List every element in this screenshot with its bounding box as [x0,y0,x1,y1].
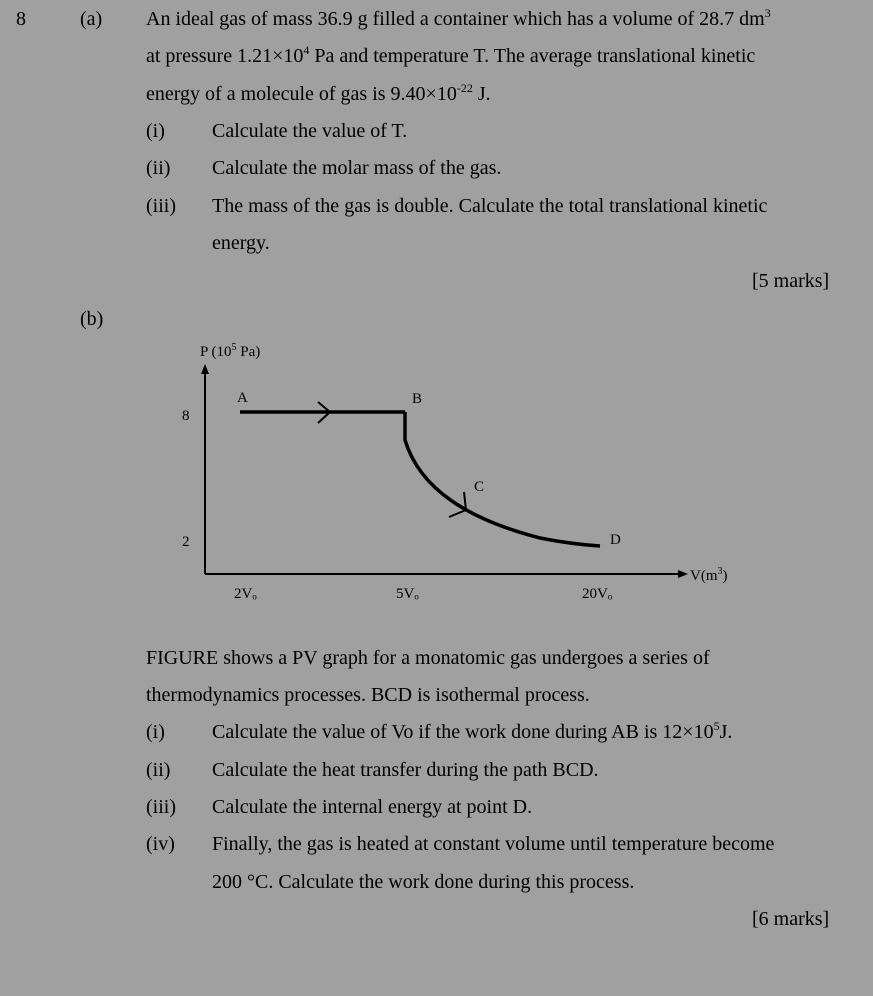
part-b-item-text: Finally, the gas is heated at constant volume until temperature become [212,833,775,855]
point-label-c: C [474,479,485,495]
x-tick-label: 20Vₒ [582,586,613,602]
part-b-marks: [6 marks] [752,908,830,930]
part-b-item-cont: 200 °C. Calculate the work done during this process. [212,871,635,893]
part-b-label: (b) [80,308,104,330]
path-bcd [405,412,600,546]
part-a-item-text: Calculate the molar mass of the gas. [212,157,502,179]
y-axis-arrow [201,364,209,374]
x-axis-label: $V(m^3)$ [690,566,728,584]
point-label-d: D [610,532,621,548]
part-b-item-num: (iii) [146,796,176,818]
part-b-item-text: Calculate the heat transfer during the path BCD. [212,759,599,781]
part-a-item-num: (iii) [146,195,176,217]
part-b-para-line2: thermodynamics processes. BCD is isothermal process. [146,684,590,706]
part-a-item-num: (ii) [146,157,171,179]
part-a-item-cont: energy. [212,232,270,254]
part-a-label: (a) [80,8,103,30]
part-b-item-text: Calculate the value of Vo if the work done during AB is $12\times 10^5J$. [212,719,733,743]
part-b-item-text: Calculate the internal energy at point D. [212,796,533,818]
x-tick-label: 2Vₒ [234,586,257,602]
part-a-item-text: The mass of the gas is double. Calculate the total translational kinetic [212,195,768,217]
question-number: 8 [16,8,26,30]
x-tick-label: 5Vₒ [396,586,419,602]
point-label-a: A [237,390,248,406]
part-b-item-num: (ii) [146,759,171,781]
part-a-line2: at pressure $1.21\times 10^4$ Pa and temperature T. The average translational kinetic [146,43,756,67]
y-tick-label: 8 [182,408,190,424]
y-tick-label: 2 [182,534,190,550]
part-a-line1: An ideal gas of mass 36.9 g filled a container which has a volume of 28.7 $dm^3$ [146,6,771,30]
part-a-item-num: (i) [146,120,165,142]
y-axis-label: P ($10^5$ Pa) [200,342,261,360]
point-label-b: B [412,391,423,407]
part-b-item-num: (i) [146,721,165,743]
part-b-item-num: (iv) [146,833,175,855]
x-axis-arrow [678,570,688,578]
part-b-para-line1: FIGURE shows a PV graph for a monatomic gas undergoes a series of [146,647,710,669]
part-a-line3: energy of a molecule of gas is $9.40\times 10^{-22}$ J. [146,81,491,105]
part-a-marks: [5 marks] [752,270,830,292]
part-a-item-text: Calculate the value of T. [212,120,408,142]
